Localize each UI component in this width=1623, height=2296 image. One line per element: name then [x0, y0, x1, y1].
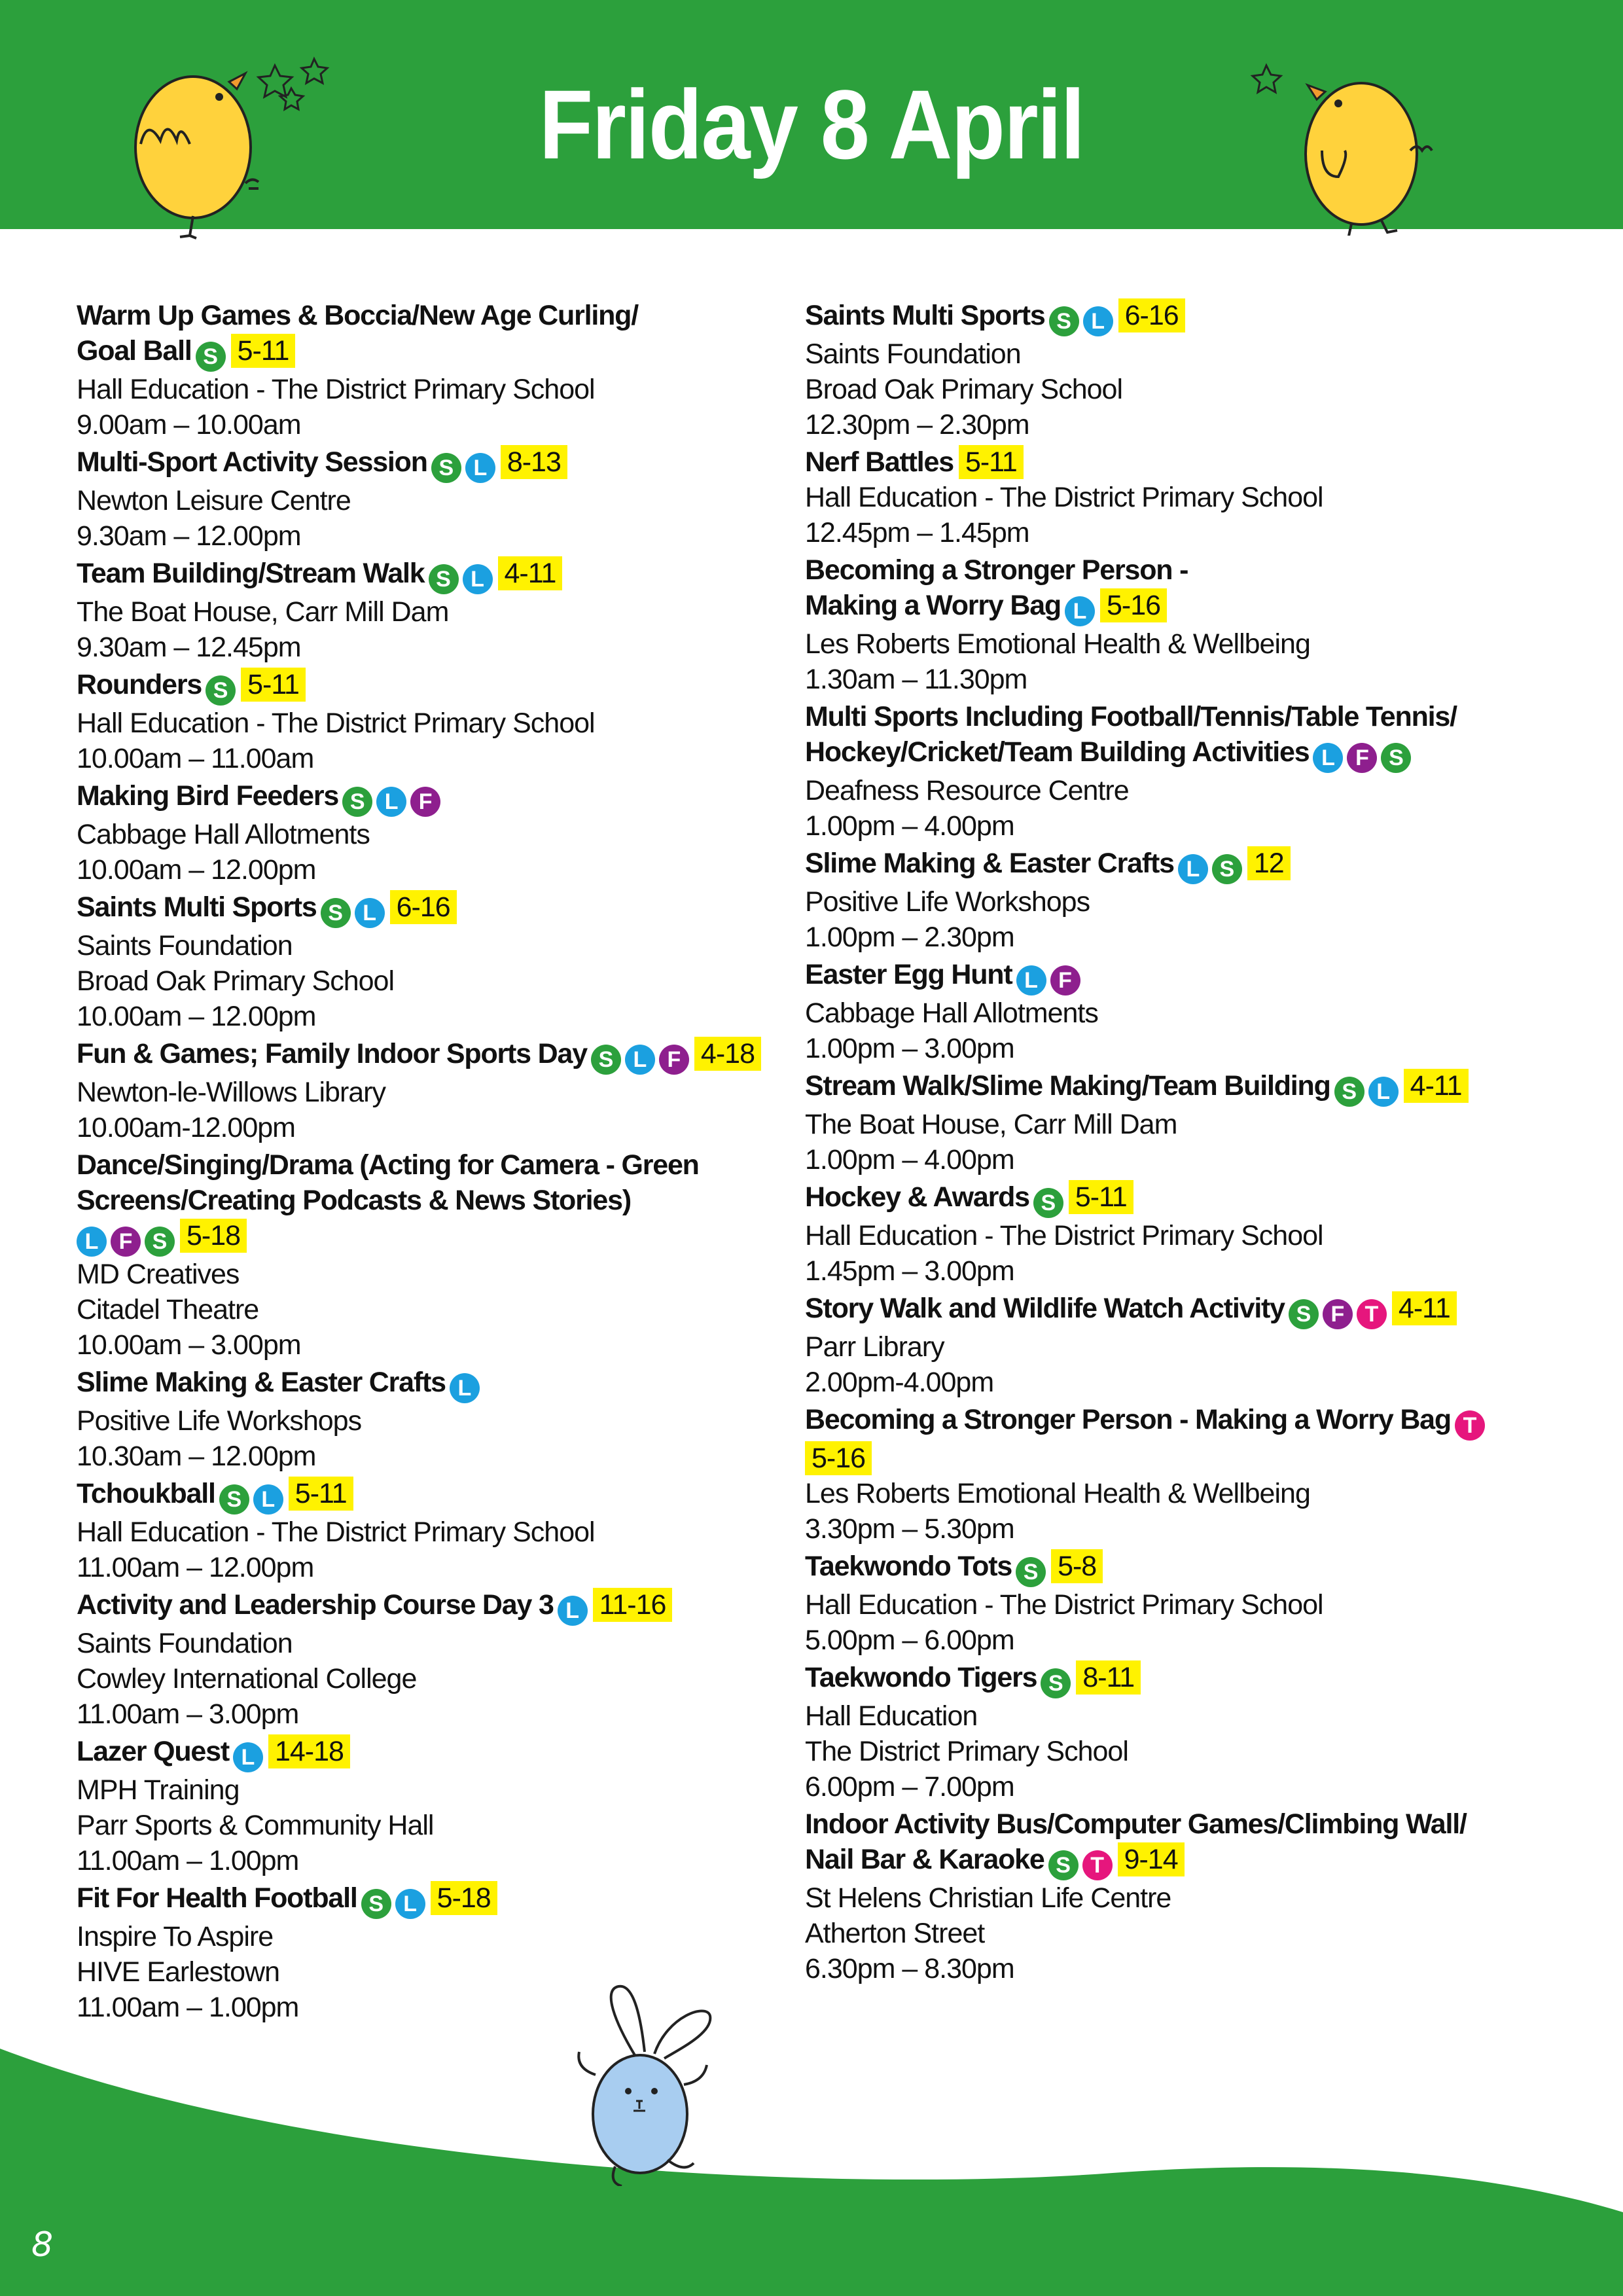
activity-detail: Deafness Resource Centre: [805, 775, 1129, 806]
badge-l-icon: L: [376, 787, 406, 817]
badge-s-icon: S: [1041, 1668, 1071, 1698]
badge-l-icon: L: [558, 1596, 588, 1626]
activity-item: [805, 298, 1538, 442]
activity-item: [77, 667, 810, 776]
activity-detail: Positive Life Workshops: [805, 886, 1090, 918]
age-range-badge: 5-18: [431, 1881, 497, 1915]
activity-item: [77, 1147, 810, 1363]
badge-s-icon: S: [591, 1045, 621, 1075]
badge-l-icon: L: [1016, 965, 1046, 996]
activity-item: [77, 298, 810, 442]
activity-detail: Hall Education - The District Primary School: [77, 374, 595, 405]
activity-detail: Hall Education - The District Primary School: [805, 1589, 1323, 1621]
age-range-badge: 8-13: [501, 445, 567, 479]
activity-item: [77, 1036, 810, 1145]
activity-detail: 10.00am-12.00pm: [77, 1112, 295, 1143]
age-range-badge: 5-11: [241, 668, 306, 702]
badge-l-icon: L: [395, 1889, 425, 1919]
badge-s-icon: S: [361, 1889, 391, 1919]
activity-detail: Broad Oak Primary School: [77, 965, 395, 997]
activity-detail: Broad Oak Primary School: [805, 374, 1123, 405]
activity-detail: Citadel Theatre: [77, 1294, 259, 1325]
badge-l-icon: L: [465, 453, 495, 483]
activity-name: Fun & Games; Family Indoor Sports Day S L F 4-18: [77, 1036, 810, 1075]
activity-name: Story Walk and Wildlife Watch Activity S F T 4-11: [805, 1291, 1538, 1329]
age-range-badge: 4-11: [1404, 1069, 1469, 1103]
activity-name: Making Bird Feeders S L F: [77, 778, 810, 817]
activity-name: Team Building/Stream Walk S L 4-11: [77, 556, 810, 594]
activity-detail: 9.00am – 10.00am: [77, 409, 301, 440]
activity-detail: 2.00pm-4.00pm: [805, 1367, 994, 1398]
activity-name: Nail Bar & Karaoke S T 9-14: [805, 1842, 1538, 1880]
activity-item: [77, 556, 810, 665]
activity-item: [77, 889, 810, 1034]
activity-detail: Inspire To Aspire: [77, 1921, 274, 1952]
badge-s-icon: S: [196, 342, 226, 372]
activity-detail: 1.00pm – 2.30pm: [805, 922, 1014, 953]
badge-l-icon: L: [77, 1227, 107, 1257]
activity-detail: Newton Leisure Centre: [77, 485, 351, 516]
activity-detail: 10.30am – 12.00pm: [77, 1441, 316, 1472]
badge-f-icon: F: [1050, 965, 1080, 996]
activity-detail: Atherton Street: [805, 1918, 985, 1949]
activity-item: [77, 1476, 810, 1585]
activity-item: [77, 1365, 810, 1474]
badge-f-icon: F: [1347, 743, 1377, 773]
activity-detail: 9.30am – 12.45pm: [77, 632, 301, 663]
activity-detail: Hall Education - The District Primary School: [805, 482, 1323, 513]
activity-name: Goal Ball S 5-11: [77, 333, 810, 372]
activity-detail: 10.00am – 3.00pm: [77, 1329, 301, 1361]
activity-name: Dance/Singing/Drama (Acting for Camera - Green: [77, 1149, 699, 1181]
activity-detail: 1.45pm – 3.00pm: [805, 1255, 1014, 1287]
activity-name: Making a Worry Bag L 5-16: [805, 588, 1538, 626]
activity-name: Warm Up Games & Boccia/New Age Curling/: [77, 300, 638, 331]
activity-detail: Parr Sports & Community Hall: [77, 1810, 434, 1841]
activity-item: [77, 1880, 810, 2025]
activity-detail: 5.00pm – 6.00pm: [805, 1624, 1014, 1656]
activity-name: Activity and Leadership Course Day 3 L 11-16: [77, 1587, 810, 1626]
activity-name: Tchoukball S L 5-11: [77, 1476, 810, 1515]
age-range-badge: 14-18: [268, 1734, 350, 1768]
activity-item: [805, 1806, 1538, 1986]
activity-detail: 12.30pm – 2.30pm: [805, 409, 1029, 440]
activity-name: Stream Walk/Slime Making/Team Building S L 4-11: [805, 1068, 1538, 1107]
age-range-badge: 9-14: [1118, 1842, 1185, 1876]
activity-detail: HIVE Earlestown: [77, 1956, 280, 1988]
badge-s-icon: S: [342, 787, 372, 817]
activity-detail: Hall Education - The District Primary School: [77, 708, 595, 739]
activity-detail: 11.00am – 1.00pm: [77, 1992, 299, 2023]
activity-detail: Hall Education - The District Primary School: [805, 1220, 1323, 1251]
activity-detail: Les Roberts Emotional Health & Wellbeing: [805, 628, 1310, 660]
bottom-green-wave: [0, 2022, 1623, 2296]
activity-name: Taekwondo Tots S 5-8: [805, 1549, 1538, 1587]
activity-name: Multi-Sport Activity Session S L 8-13: [77, 444, 810, 483]
age-range-badge: 5-8: [1051, 1549, 1103, 1583]
badge-l-icon: L: [450, 1373, 480, 1403]
activity-detail: Saints Foundation: [77, 930, 293, 961]
badge-l-icon: L: [1083, 306, 1113, 336]
activity-detail: Cabbage Hall Allotments: [77, 819, 370, 850]
chick-left-illustration: [124, 46, 373, 242]
right-column: [805, 298, 1538, 1988]
activity-detail: 6.30pm – 8.30pm: [805, 1953, 1014, 1984]
activity-item: [805, 552, 1538, 697]
badge-l-icon: L: [1065, 596, 1095, 626]
activity-name: Indoor Activity Bus/Computer Games/Climbing Wall/: [805, 1808, 1467, 1840]
activity-name: Hockey/Cricket/Team Building Activities L F S: [805, 734, 1538, 773]
age-range-badge: 6-16: [1118, 298, 1185, 332]
activity-detail: 1.00pm – 4.00pm: [805, 810, 1014, 842]
badge-f-icon: F: [659, 1045, 689, 1075]
activity-detail: 12.45pm – 1.45pm: [805, 517, 1029, 548]
age-range-badge: 5-11: [1069, 1180, 1133, 1214]
activity-detail: Cabbage Hall Allotments: [805, 997, 1098, 1029]
badge-s-icon: S: [431, 453, 461, 483]
badge-s-icon: S: [1381, 743, 1411, 773]
activity-detail: Saints Foundation: [77, 1628, 293, 1659]
badge-l-icon: L: [253, 1484, 283, 1515]
activity-item: [77, 1587, 810, 1732]
badge-s-icon: S: [1049, 306, 1079, 336]
age-range-badge: 11-16: [593, 1588, 673, 1622]
age-range-badge: 8-11: [1076, 1660, 1141, 1695]
age-range-badge: 5-16: [1100, 588, 1167, 622]
page-title: Friday 8 April: [539, 69, 1084, 179]
activity-detail: Les Roberts Emotional Health & Wellbeing: [805, 1478, 1310, 1509]
activity-name: Screens/Creating Podcasts & News Stories): [77, 1185, 631, 1216]
badge-l-icon: L: [1178, 854, 1208, 884]
badge-s-icon: S: [219, 1484, 249, 1515]
badge-l-icon: L: [1313, 743, 1343, 773]
activity-badges: [77, 1218, 810, 1257]
badge-s-icon: S: [1033, 1188, 1063, 1218]
activity-age-line: [805, 1441, 1538, 1476]
activity-detail: 6.00pm – 7.00pm: [805, 1771, 1014, 1803]
activity-name: Saints Multi Sports S L 6-16: [77, 889, 810, 928]
activity-detail: Positive Life Workshops: [77, 1405, 362, 1437]
badge-s-icon: S: [1212, 854, 1242, 884]
activity-detail: 1.30am – 11.30pm: [805, 664, 1027, 695]
activity-name: Multi Sports Including Football/Tennis/Table Tennis/: [805, 701, 1457, 732]
badge-l-icon: L: [463, 564, 493, 594]
activity-item: [805, 1660, 1538, 1804]
activity-detail: St Helens Christian Life Centre: [805, 1882, 1171, 1914]
activity-detail: 10.00am – 12.00pm: [77, 1001, 316, 1032]
activity-detail: MPH Training: [77, 1774, 240, 1806]
page-number: 8: [31, 2225, 54, 2265]
activity-name: Nerf Battles 5-11: [805, 444, 1538, 480]
activity-item: [805, 1068, 1538, 1177]
activity-name: Becoming a Stronger Person - Making a Worry Bag T: [805, 1402, 1538, 1441]
activity-item: [805, 1179, 1538, 1289]
activity-detail: Hall Education - The District Primary School: [77, 1516, 595, 1548]
badge-s-icon: S: [321, 898, 351, 928]
activity-item: [805, 1549, 1538, 1658]
age-range-badge: 5-11: [289, 1477, 353, 1511]
activity-detail: 10.00am – 12.00pm: [77, 854, 316, 886]
activity-name: Saints Multi Sports S L 6-16: [805, 298, 1538, 336]
activity-name: Becoming a Stronger Person -: [805, 554, 1188, 586]
age-range-badge: 4-18: [694, 1037, 761, 1071]
age-range-badge: 4-11: [498, 556, 563, 590]
badge-s-icon: S: [145, 1227, 175, 1257]
age-range-badge: 5-18: [180, 1219, 247, 1253]
activity-detail: Newton-le-Willows Library: [77, 1077, 385, 1108]
badge-l-icon: L: [625, 1045, 655, 1075]
activity-detail: 1.00pm – 4.00pm: [805, 1144, 1014, 1175]
activity-detail: Cowley International College: [77, 1663, 417, 1695]
activity-item: [77, 1734, 810, 1878]
activity-detail: Parr Library: [805, 1331, 944, 1363]
badge-f-icon: F: [1323, 1299, 1353, 1329]
activity-item: [805, 444, 1538, 550]
left-column: [77, 298, 810, 2027]
age-range-badge: 12: [1247, 846, 1291, 880]
activity-name: Hockey & Awards S 5-11: [805, 1179, 1538, 1218]
activity-detail: 10.00am – 11.00am: [77, 743, 314, 774]
badge-l-icon: L: [233, 1742, 263, 1772]
badge-s-icon: S: [1048, 1850, 1079, 1880]
activity-name: Slime Making & Easter Crafts L: [77, 1365, 810, 1403]
activity-detail: Saints Foundation: [805, 338, 1021, 370]
activity-detail: The Boat House, Carr Mill Dam: [805, 1109, 1177, 1140]
activity-name: Taekwondo Tigers S 8-11: [805, 1660, 1538, 1698]
activity-name: Slime Making & Easter Crafts L S 12: [805, 846, 1538, 884]
badge-l-icon: L: [1368, 1077, 1399, 1107]
activity-item: [77, 444, 810, 554]
age-range-badge: 5-11: [959, 445, 1024, 479]
badge-t-icon: T: [1082, 1850, 1113, 1880]
badge-t-icon: T: [1455, 1410, 1485, 1441]
badge-l-icon: L: [355, 898, 385, 928]
age-range-badge: 5-11: [231, 334, 296, 368]
activity-detail: 1.00pm – 3.00pm: [805, 1033, 1014, 1064]
activity-detail: 11.00am – 12.00pm: [77, 1552, 314, 1583]
activity-item: [805, 1402, 1538, 1547]
activity-item: [805, 1291, 1538, 1400]
activity-name: Rounders S 5-11: [77, 667, 810, 706]
badge-s-icon: S: [1016, 1557, 1046, 1587]
activity-name: Easter Egg Hunt L F: [805, 957, 1538, 996]
activity-item: [805, 957, 1538, 1066]
activity-name: Lazer Quest L 14-18: [77, 1734, 810, 1772]
badge-f-icon: F: [111, 1227, 141, 1257]
badge-t-icon: T: [1357, 1299, 1387, 1329]
chick-right-illustration: [1230, 52, 1440, 236]
badge-s-icon: S: [1334, 1077, 1364, 1107]
activity-detail: 3.30pm – 5.30pm: [805, 1513, 1014, 1545]
activity-detail: The District Primary School: [805, 1736, 1128, 1767]
badge-s-icon: S: [429, 564, 459, 594]
activity-detail: 11.00am – 1.00pm: [77, 1845, 299, 1876]
activity-detail: 9.30am – 12.00pm: [77, 520, 301, 552]
activity-detail: The Boat House, Carr Mill Dam: [77, 596, 449, 628]
activity-item: [805, 846, 1538, 955]
activity-item: [77, 778, 810, 888]
badge-f-icon: F: [410, 787, 440, 817]
age-range-badge: 5-16: [805, 1441, 872, 1475]
badge-s-icon: S: [205, 675, 236, 706]
age-range-badge: 4-11: [1392, 1291, 1457, 1325]
activity-name: Fit For Health Football S L 5-18: [77, 1880, 810, 1919]
activity-detail: MD Creatives: [77, 1259, 240, 1290]
activity-detail: Hall Education: [805, 1700, 978, 1732]
age-range-badge: 6-16: [390, 890, 457, 924]
activity-item: [805, 699, 1538, 844]
activity-detail: 11.00am – 3.00pm: [77, 1698, 299, 1730]
badge-s-icon: S: [1289, 1299, 1319, 1329]
